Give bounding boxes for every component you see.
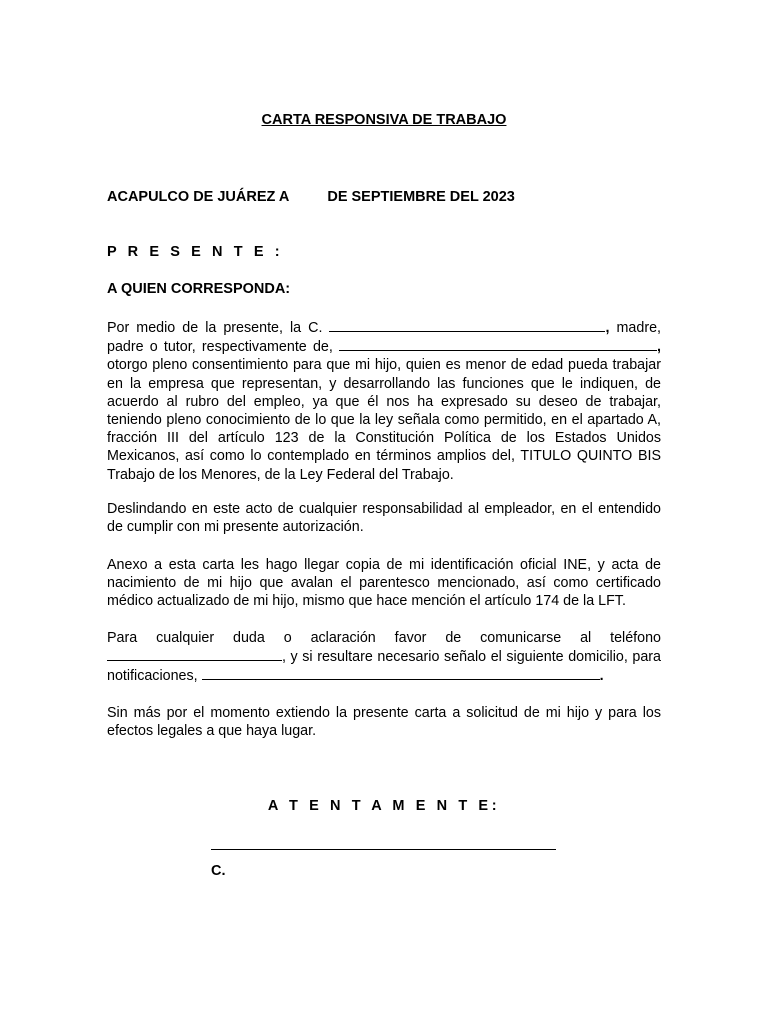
paragraph-contact — [107, 629, 661, 686]
place-date-part2: DE SEPTIEMBRE DEL 2023 — [327, 189, 515, 205]
document-title: CARTA RESPONSIVA DE TRABAJO — [261, 112, 507, 128]
recipient-heading: A QUIEN CORRESPONDA: — [107, 281, 291, 297]
paragraph-disclaimer: Deslindando en este acto de cualquier responsabilidad al empleador, en el entendido de cumplir con mi presente autorización. — [107, 501, 661, 536]
child-name-blank — [339, 337, 657, 351]
place-date-line — [107, 189, 515, 205]
child-name-comma: , — [657, 339, 661, 356]
paragraph-consent — [107, 318, 661, 484]
signature-name-prefix: C. — [211, 863, 226, 879]
guardian-name-comma: , — [605, 320, 610, 336]
paragraph-attachments: Anexo a esta carta les hago llegar copia de mi identificación oficial INE, y acta de nacimiento de mi hijo que avalan el parentesco mencionado, así como certificado médico actualizado de mi hijo, mismo que hace mención el artículo 174 de la LFT. — [107, 557, 661, 610]
paragraph1-body: otorgo pleno consentimiento para que mi hijo, quien es menor de edad pueda trabajar en la empresa que representan, y desarrollando las funciones que le indiquen, de acuerdo al rubro del empleo, ya que él nos ha expresado su deseo de trabajar, teniendo pleno conocimiento de lo que la ley señala como permitido, en el apartado A, fracción III del artículo 123 de la Constitución Política de los Estados Unidos Mexicanos, así como lo contemplado en términos amplios del, TITULO QUINTO BIS Trabajo de los Menores, de la Ley Federal del Trabajo. — [107, 357, 661, 483]
presente-heading: P R E S E N T E : — [107, 244, 284, 260]
guardian-name-blank — [329, 318, 605, 332]
place-date-part1: ACAPULCO DE JUÁREZ A — [107, 189, 290, 205]
paragraph4-intro: Para cualquier duda o aclaración favor de comunicarse al teléfono — [107, 630, 661, 646]
paragraph-closing: Sin más por el momento extiendo la presente carta a solicitud de mi hijo y para los efectos legales a que haya lugar. — [107, 705, 661, 740]
paragraph1-intro: Por medio de la presente, la C. — [107, 320, 330, 336]
address-blank — [202, 666, 600, 680]
address-period: . — [599, 668, 604, 685]
signature-line — [211, 849, 556, 850]
paragraph1-guardian-text: madre, padre o tutor, respectivamente de, — [107, 320, 661, 356]
paragraph4-address-text: , y si resultare necesario señalo el siguiente domicilio, para notificaciones, — [107, 649, 661, 685]
phone-blank — [107, 647, 282, 661]
closing-salutation: A T E N T A M E N T E: — [267, 798, 501, 814]
